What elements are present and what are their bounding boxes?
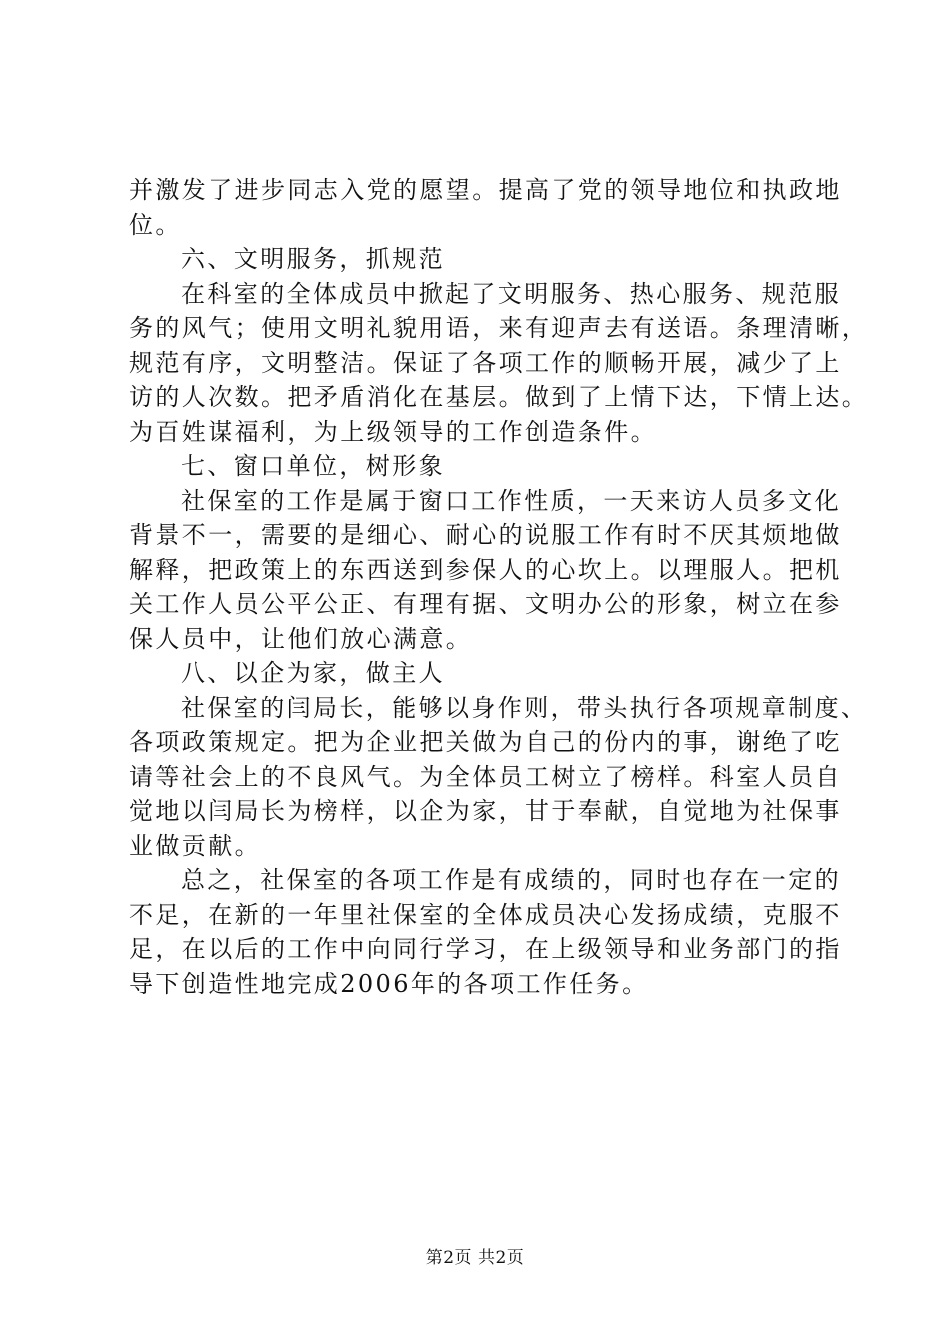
text-line: 背景不一，需要的是细心、耐心的说服工作有时不厌其烦地做: [129, 521, 842, 549]
text-line: 为百姓谋福利，为上级领导的工作创造条件。: [129, 417, 657, 446]
text-line: 导下创造性地完成2006年的各项工作任务。: [129, 969, 649, 998]
text-line: 在科室的全体成员中掀起了文明服务、热心服务、规范服: [181, 279, 841, 308]
text-line: 关工作人员公平公正、有理有据、文明办公的形象，树立在参: [129, 590, 842, 618]
text-line: 业做贡献。: [129, 831, 261, 860]
text-line: 社保室的工作是属于窗口工作性质，一天来访人员多文化: [181, 486, 841, 515]
text-line: 六、文明服务，抓规范: [181, 245, 445, 273]
text-line: 请等社会上的不良风气。为全体员工树立了榜样。科室人员自: [129, 762, 842, 791]
text-line: 规范有序，文明整洁。保证了各项工作的顺畅开展，减少了上: [129, 348, 842, 377]
document-body: [129, 173, 869, 1001]
text-line: 足，在以后的工作中向同行学习，在上级领导和业务部门的指: [129, 935, 842, 963]
text-line: 各项政策规定。把为企业把关做为自己的份内的事，谢绝了吃: [129, 728, 842, 756]
text-line: 位。: [129, 210, 182, 239]
text-line: 不足，在新的一年里社保室的全体成员决心发扬成绩，克服不: [129, 900, 842, 929]
text-line: 觉地以闫局长为榜样，以企为家，甘于奉献，自觉地为社保事: [129, 797, 842, 825]
text-line: 八、以企为家，做主人: [181, 659, 445, 687]
text-line: 社保室的闫局长，能够以身作则，带头执行各项规章制度、: [181, 693, 868, 722]
text-line: 七、窗口单位，树形象: [181, 452, 445, 480]
text-line: 解释，把政策上的东西送到参保人的心坎上。以理服人。把机: [129, 555, 842, 584]
page-footer: 第2页 共2页: [425, 1248, 525, 1268]
text-line: 保人员中，让他们放心满意。: [129, 624, 473, 653]
text-line: 总之，社保室的各项工作是有成绩的，同时也存在一定的: [181, 866, 841, 894]
text-line: 访的人次数。把矛盾消化在基层。做到了上情下达，下情上达。: [129, 383, 869, 411]
text-line: 并激发了进步同志入党的愿望。提高了党的领导地位和执政地: [129, 176, 842, 204]
text-line: 务的风气；使用文明礼貌用语，来有迎声去有送语。条理清晰，: [129, 314, 869, 342]
